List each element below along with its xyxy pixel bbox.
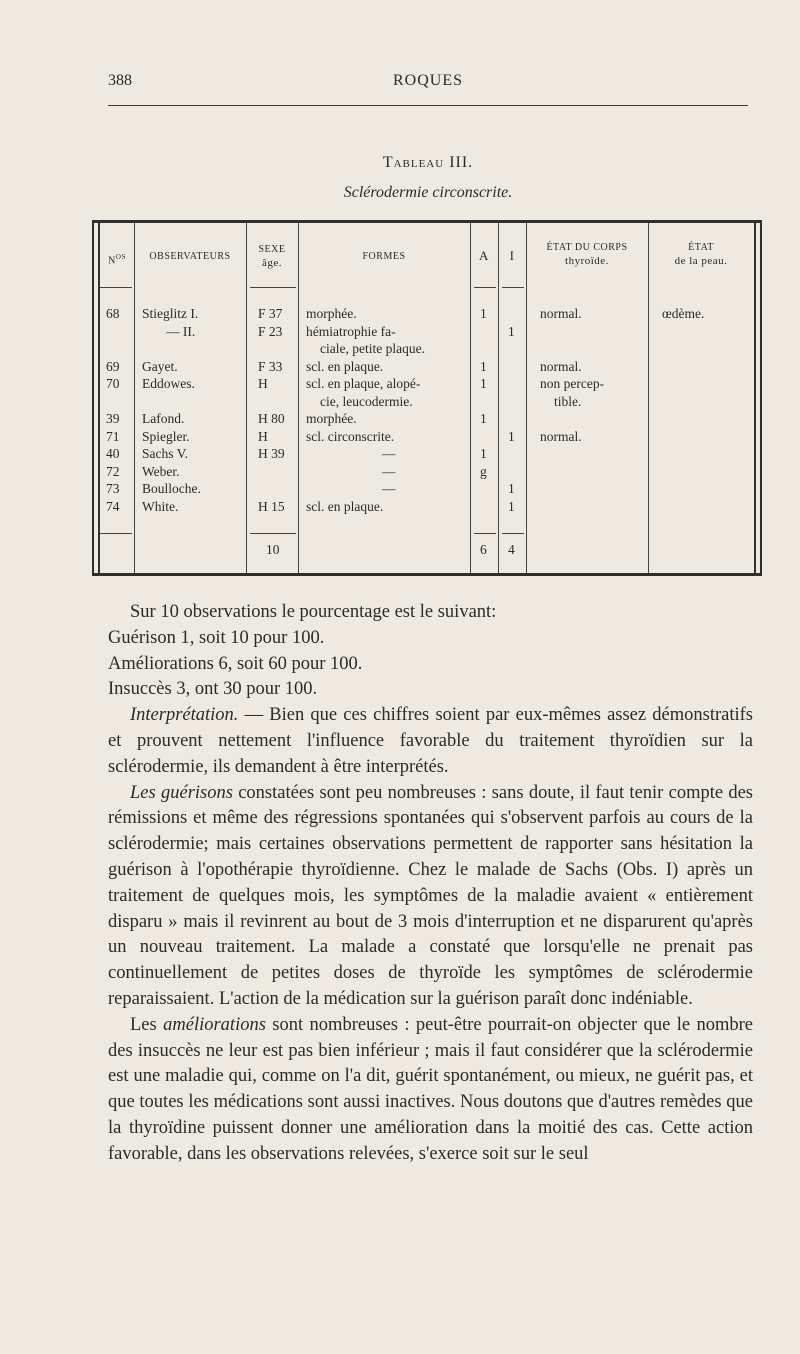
page-number: 388 xyxy=(108,72,132,89)
table-cell-obs: Gayet. xyxy=(142,358,178,374)
table-cell-forme: scl. en plaque. xyxy=(306,358,384,374)
table-cell-corps: normal. xyxy=(540,358,582,374)
table-cell-sexe: H xyxy=(258,376,268,391)
table-cell-obs: Eddowes. xyxy=(142,376,195,391)
table-cell-obs: Spiegler. xyxy=(142,428,190,444)
table-cell-forme: cie, leucodermie. xyxy=(320,393,413,409)
table-cell-forme: scl. en plaque, alopé- xyxy=(306,376,421,391)
table-cell-no: 73 xyxy=(106,481,120,496)
table-cell-corps: normal. xyxy=(540,306,582,321)
table-cell-sexe: H 80 xyxy=(258,411,285,426)
paragraph-ameliorations: Les améliorations sont nombreuses : peut-être pourrait-on objecter que le nombre des insuccès ne leur est pas bien inférieur ; mais il faut considérer que la sclérodermie est une maladie qui, comme on l'a dit, guérit spontanément, ou mieux, ne guérit pas, et que toutes les médications sont aussi inactives. Nous doutons que d'autres remèdes que la thyroïdine puissent donner une amélioration dans la moitié des cas. Cette action favorable, dans les observations relevées, s'exerce soit sur le seul xyxy=(108,1014,753,1164)
total-separator xyxy=(250,533,296,534)
table-cell-forme: — xyxy=(382,463,396,479)
table-cell-forme: scl. circonscrite. xyxy=(306,428,395,444)
table-cell-a: 1 xyxy=(480,446,487,461)
paragraph: Guérison 1, soit 10 pour 100. xyxy=(108,627,325,648)
column-rule xyxy=(754,223,756,573)
table-cell-forme: hémiatrophie fa- xyxy=(306,323,396,339)
paragraph: Insuccès 3, ont 30 pour 100. xyxy=(108,679,318,700)
table-cell-no: 72 xyxy=(106,463,120,479)
header-observateurs: OBSERVATEURS xyxy=(149,251,231,262)
table-cell-a: 1 xyxy=(480,411,487,426)
table-cell-obs: Stieglitz I. xyxy=(142,306,199,321)
table-cell-a: g xyxy=(480,463,487,479)
page-header xyxy=(108,72,748,96)
table-cell-sexe: F 23 xyxy=(258,323,283,339)
header-age: âge. xyxy=(261,257,282,269)
table-cell-obs: Weber. xyxy=(142,463,180,479)
table-cell-forme: morphée. xyxy=(306,306,357,321)
total-separator xyxy=(502,533,524,534)
data-table xyxy=(92,220,762,576)
column-rule xyxy=(298,223,299,573)
table-cell-no: 71 xyxy=(106,428,120,444)
table-cell-obs: Lafond. xyxy=(142,411,185,426)
table-cell-obs: Boulloche. xyxy=(142,481,201,496)
column-rule xyxy=(470,223,471,573)
table-cell-no: 39 xyxy=(106,411,120,426)
header-a: A xyxy=(479,248,489,263)
header-nos: $N^{OS}$ xyxy=(108,253,126,267)
total-separator xyxy=(474,533,496,534)
header-i: I xyxy=(509,248,515,263)
table-cell-no: 69 xyxy=(106,358,120,374)
header-etat-corps: ÉTAT DU CORPS xyxy=(546,242,628,253)
table-cell-sexe: H 15 xyxy=(258,498,285,514)
table-title: Tableau III. xyxy=(382,154,474,171)
running-head: ROQUES xyxy=(392,72,463,89)
table-cell-a: 1 xyxy=(480,358,487,374)
body-text xyxy=(108,600,753,1168)
header-rule xyxy=(108,105,748,106)
table-cell-sexe: H xyxy=(258,428,268,444)
table-cell-no: 74 xyxy=(106,498,120,514)
table-cell-no: 68 xyxy=(106,306,120,321)
table-cell-sexe: F 37 xyxy=(258,306,283,321)
table-cell-no: 40 xyxy=(106,446,120,461)
table-cell-forme: ciale, petite plaque. xyxy=(320,341,425,356)
header-formes: FORMES xyxy=(362,251,406,262)
column-rule xyxy=(648,223,649,573)
table-cell-forme: — xyxy=(382,481,396,496)
table-cell-corps: tible. xyxy=(554,393,582,409)
total-separator xyxy=(100,533,132,534)
table-cell-obs: — II. xyxy=(166,323,196,339)
column-rule xyxy=(134,223,135,573)
table-cell-corps: non percep- xyxy=(540,376,605,391)
column-rule xyxy=(526,223,527,573)
table-cell-forme: — xyxy=(382,446,396,461)
table-cell-sexe: H 39 xyxy=(258,446,285,461)
table-cell-i: 1 xyxy=(508,428,515,444)
paragraph: Sur 10 observations le pourcentage est le suivant: xyxy=(130,602,497,622)
table-cell-forme: morphée. xyxy=(306,411,357,426)
header-separator xyxy=(502,287,524,288)
header-etat-peau-2: de la peau. xyxy=(674,255,728,267)
table-cell-forme: scl. en plaque. xyxy=(306,498,384,514)
total-i: 4 xyxy=(508,542,515,557)
table-subtitle: Sclérodermie circonscrite. xyxy=(343,184,513,201)
header-etat-peau: ÉTAT xyxy=(688,242,714,253)
header-sexe: SEXE xyxy=(258,244,286,255)
column-rule xyxy=(98,223,100,573)
table-cell-obs: Sachs V. xyxy=(142,446,189,461)
paragraph-guerisons: Les guérisons constatées sont peu nombreuses : sans doute, il faut tenir compte des rémissions et même des régressions spontanées qui s'observent parfois au cours de la sclérodermie; mais certaines observations permettent de rapporter sans hésitation la guérison à l'opothérapie thyroïdienne. Chez le malade de Sachs (Obs. I) après un traitement de quelques mois, les symptômes de la maladie avaient « entièrement disparu » mais il revinrent au bout de 3 mois d'interruption et ne disparurent qu'après un nouveau traitement. La malade a constaté que lorsqu'elle ne prenait pas continuellement de petites doses de thyroïde les symptômes de sclérodermie reparaissaient. L'action de la médication sur la guérison paraît donc indéniable. xyxy=(108,782,753,1009)
table-cell-no: 70 xyxy=(106,376,120,391)
table-cell-a: 1 xyxy=(480,376,487,391)
table-cell-a: 1 xyxy=(480,306,487,321)
table-cell-i: 1 xyxy=(508,498,515,514)
total-sexe: 10 xyxy=(266,542,280,557)
table-cell-obs: White. xyxy=(142,498,179,514)
paragraph-interpretation: Interprétation. — Bien que ces chiffres soient par eux-mêmes assez démonstratifs et prouvent nettement l'influence favorable du traitement thyroïdien sur la sclérodermie, ils demandent à être interprétés. xyxy=(108,705,753,777)
header-separator xyxy=(250,287,296,288)
header-separator xyxy=(100,287,132,288)
table-cell-peau: œdème. xyxy=(662,306,705,321)
table-cell-corps: normal. xyxy=(540,428,582,444)
table-cell-sexe: F 33 xyxy=(258,358,283,374)
header-separator xyxy=(474,287,496,288)
header-etat-corps-2: thyroïde. xyxy=(565,255,609,267)
column-rule xyxy=(498,223,499,573)
total-a: 6 xyxy=(480,542,487,557)
column-rule xyxy=(246,223,247,573)
table-cell-i: 1 xyxy=(508,323,515,339)
table-cell-i: 1 xyxy=(508,481,515,496)
paragraph: Améliorations 6, soit 60 pour 100. xyxy=(108,653,363,674)
